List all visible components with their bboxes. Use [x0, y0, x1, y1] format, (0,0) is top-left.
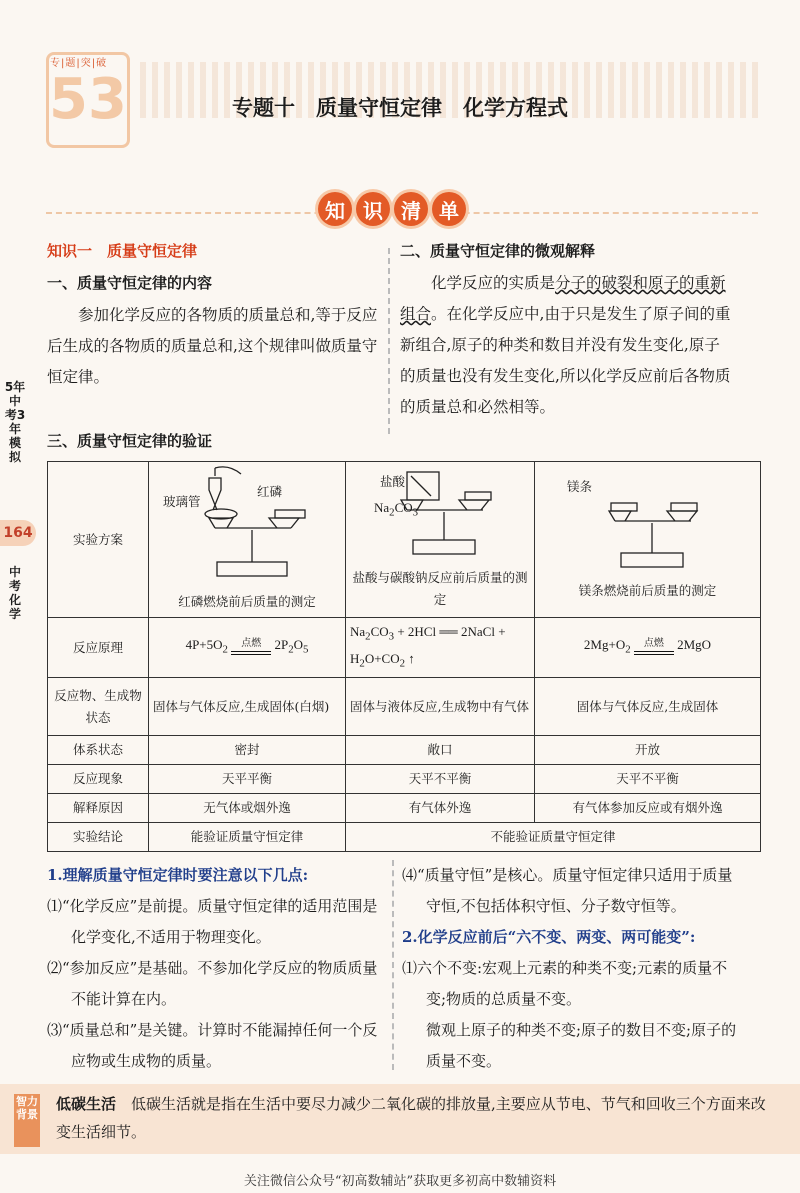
exp3-equation: $2Mg+O_2$ 点燃 2MgO	[535, 618, 761, 678]
low-carbon-title: 低碳生活	[56, 1095, 117, 1113]
note1-item4: ⑷“质量守恒”是核心。质量守恒定律只适用于质量守恒,不包括体积守恒、分子数守恒等。	[402, 866, 733, 915]
band-side-label: 智力背景	[14, 1094, 40, 1147]
low-carbon-paragraph	[56, 1090, 776, 1146]
note1-item: ⑵“参加反应”是基础。不参加化学反应的物质质量不能计算在内。	[47, 959, 378, 1008]
note1-item: ⑶“质量总和”是关键。计算时不能漏掉任何一个反应物或生成物的质量。	[47, 1021, 378, 1070]
low-carbon-text: 低碳生活就是指在生活中要尽力减少二氧化碳的排放量,主要应从节电、节气和回收三个方面来改变生活细节。	[56, 1095, 766, 1141]
label-magnesium: 镁条	[567, 479, 593, 494]
red-phosphorus-apparatus-icon	[157, 466, 337, 584]
exp2-caption: 盐酸与碳酸钠反应前后质量的测定	[352, 570, 528, 607]
verify-heading: 三、质量守恒定律的验证	[47, 432, 213, 450]
exp3-scheme	[535, 462, 761, 618]
exp3-phenomenon: 天平不平衡	[535, 765, 761, 794]
side-book-title: 5年中考3年模拟	[4, 380, 26, 464]
section-tag: 专|题|突|破	[50, 58, 108, 69]
row-label: 实验方案	[48, 462, 149, 618]
content-paragraph: 参加化学反应的各物质的质量总和,等于反应后生成的各物质的质量总和,这个规律叫做质量守恒定律。	[47, 306, 378, 386]
note2-item: ⑴六个不变:宏观上元素的种类不变;元素的质量不变;物质的总质量不变。	[402, 959, 728, 1008]
note2-item-micro: 微观上原子的种类不变;原子的数目不变;原子的质量不变。	[426, 1021, 737, 1070]
micro-text-b: 。在化学反应中,由于只是发生了原子间的重新组合,原子的种类和数目并没有发生变化,原子的质量也没有发生变化,所以化学反应前后各物质的质量总和必然相等。	[400, 305, 731, 416]
row-label: 反应原理	[48, 618, 149, 678]
exp1-phenomenon: 天平平衡	[149, 765, 346, 794]
exp3-caption: 镁条燃烧前后质量的测定	[578, 583, 717, 598]
note1-title: 1.理解质量守恒定律时要注意以下几点:	[47, 866, 309, 884]
exp1-caption: 红磷燃烧前后质量的测定	[178, 594, 316, 609]
exp1-equation: $4P+5O_2$ 点燃 $2P_2O_5$	[149, 618, 346, 678]
notes-right	[402, 860, 740, 1077]
side-subject: 中考化学	[8, 565, 21, 621]
exp2-phenomenon: 天平不平衡	[346, 765, 535, 794]
notes-divider	[392, 860, 394, 1070]
exp2-state: 固体与液体反应,生成物中有气体	[346, 678, 535, 736]
exp1-state: 固体与气体反应,生成固体(白烟)	[149, 678, 346, 736]
verification-table	[47, 461, 761, 852]
row-label: 反应现象	[48, 765, 149, 794]
knowledge-banner	[318, 192, 466, 232]
banner-char: 清	[394, 192, 428, 226]
row-label: 实验结论	[48, 823, 149, 852]
exp2-scheme	[346, 462, 535, 618]
banner-char: 识	[356, 192, 390, 226]
row-label: 解释原因	[48, 794, 149, 823]
exp1-system: 密封	[149, 736, 346, 765]
note2-title: 2.化学反应前后“六不变、两变、两可能变”:	[402, 928, 696, 946]
label-red-phosphorus: 红磷	[257, 484, 283, 499]
exp2-equation: $Na_2CO_3 + 2HCl$ ══ 2NaCl + $H_2O+CO_2$ ↑	[346, 618, 535, 678]
exp3-system: 开放	[535, 736, 761, 765]
exp1-conclusion: 能验证质量守恒定律	[149, 823, 346, 852]
label-glass-tube: 玻璃管	[163, 494, 201, 509]
exp3-reason: 有气体参加反应或有烟外逸	[535, 794, 761, 823]
logo: 53	[46, 52, 130, 148]
page-title: 专题十 质量守恒定律 化学方程式	[232, 96, 568, 120]
micro-paragraph	[400, 268, 734, 423]
banner-char: 单	[432, 192, 466, 226]
micro-text-underlined: 分子的破裂和原子的重新组合	[400, 274, 726, 323]
exp23-conclusion: 不能验证质量守恒定律	[346, 823, 761, 852]
exp2-reason: 有气体外逸	[346, 794, 535, 823]
row-label: 体系状态	[48, 736, 149, 765]
exp1-scheme	[149, 462, 346, 618]
banner-char: 知	[318, 192, 352, 226]
label-hydrochloric-acid: 盐酸	[380, 474, 406, 489]
label-sodium-carbonate: $Na_2CO_3$	[374, 500, 419, 519]
micro-text-a: 化学反应的实质是	[431, 274, 556, 292]
column-divider	[388, 248, 390, 434]
notes-left	[47, 860, 381, 1077]
section-heading: 知识一 质量守恒定律	[47, 242, 198, 260]
exp2-system: 敞口	[346, 736, 535, 765]
footer-watermark: 关注微信公众号“初高数辅站”获取更多初高中数辅资料	[243, 1174, 557, 1189]
row-label: 反应物、生成物状态	[48, 678, 149, 736]
page-number: 164	[0, 520, 36, 546]
exp1-reason: 无气体或烟外逸	[149, 794, 346, 823]
note1-item: ⑴“化学反应”是前提。质量守恒定律的适用范围是化学变化,不适用于物理变化。	[47, 897, 378, 946]
content-heading: 一、质量守恒定律的内容	[47, 274, 213, 292]
micro-heading: 二、质量守恒定律的微观解释	[400, 242, 596, 260]
exp3-state: 固体与气体反应,生成固体	[535, 678, 761, 736]
